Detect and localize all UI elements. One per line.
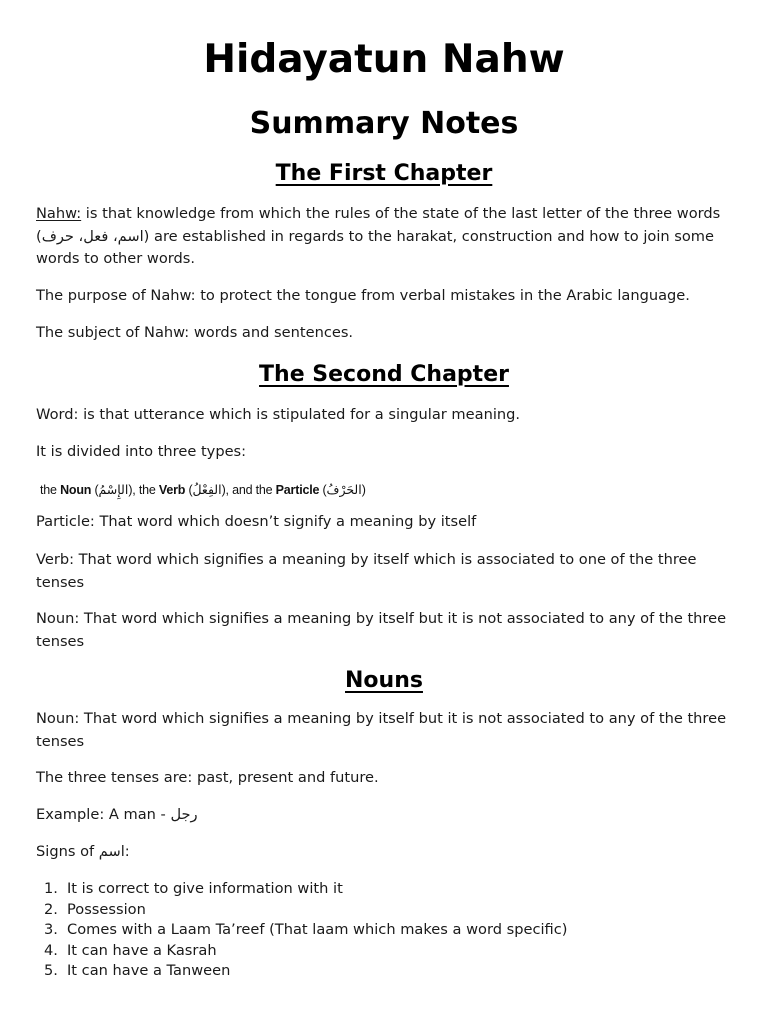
types-sep-2: ), and the <box>221 483 276 497</box>
divided-into-types: It is divided into three types: <box>36 443 247 460</box>
nahw-definition-part2: ) are established in regards to the harakat, construction and how to join some words to other words. <box>36 227 714 267</box>
type-noun-arabic: الإِسْمُ <box>98 482 129 497</box>
sign-text: Comes with a Laam Ta’reef (That laam which makes a word specific) <box>67 921 568 938</box>
nahw-purpose: The purpose of Nahw: to protect the tongue from verbal mistakes in the Arabic language. <box>36 287 690 304</box>
nahw-subject: The subject of Nahw: words and sentences. <box>36 324 354 341</box>
types-open-3: ( <box>319 483 327 497</box>
sign-text: It can have a Tanween <box>67 962 231 979</box>
signs-list <box>36 879 736 982</box>
types-the-1: the <box>40 483 61 497</box>
signs-of-noun-heading <box>36 841 736 864</box>
three-tenses: The three tenses are: past, present and future. <box>36 769 379 786</box>
nahw-term: Nahw: <box>36 205 82 222</box>
noun-definition: Noun: That word which signifies a meaning by itself but it is not associated to any of the three tenses <box>36 610 727 650</box>
document-subtitle: Summary Notes <box>249 106 519 141</box>
noun-example: Example: A man - رجل <box>36 806 198 823</box>
list-item: 3. Comes with a Laam Ta’reef (That laam which makes a word specific) <box>44 921 568 938</box>
type-particle-label: Particle <box>275 483 320 497</box>
sign-text: It can have a Kasrah <box>67 941 217 959</box>
type-verb-arabic: الفِعْلُ <box>192 482 222 497</box>
list-item: 2. Possession <box>44 900 146 918</box>
signs-suffix: : <box>124 843 130 860</box>
sign-text: Possession <box>67 900 146 918</box>
heading-first-chapter <box>0 159 768 189</box>
word-types-line <box>40 480 366 500</box>
heading-nouns-text: Nouns <box>345 668 423 693</box>
type-particle-arabic: الحَرْفُ <box>326 482 362 497</box>
signs-arabic-ism: اسم <box>98 843 125 860</box>
types-sep-1: ), the <box>128 483 159 497</box>
types-open-2: ( <box>185 483 193 497</box>
nahw-definition-part1: is that knowledge from which the rules of the state of the last letter of the three words ( <box>36 205 721 245</box>
heading-second-chapter-text: The Second Chapter <box>259 362 509 387</box>
list-item: 5. It can have a Tanween <box>44 962 231 979</box>
list-item: 4. It can have a Kasrah <box>44 941 217 959</box>
word-definition: Word: is that utterance which is stipulated for a singular meaning. <box>36 406 521 423</box>
nahw-arabic-words: اسم، فعل، حرف <box>41 227 144 245</box>
particle-definition: Particle: That word which doesn’t signify a meaning by itself <box>36 513 477 530</box>
nahw-definition <box>36 203 736 271</box>
type-verb-label: Verb <box>158 483 186 497</box>
signs-prefix: Signs of <box>36 843 99 860</box>
document-title: Hidayatun Nahw <box>203 37 565 82</box>
list-item: 1. It is correct to give information with it <box>44 880 343 897</box>
sign-text: It is correct to give information with it <box>67 880 343 897</box>
verb-definition: Verb: That word which signifies a meaning by itself which is associated to one of the three tenses <box>36 551 697 591</box>
heading-second-chapter <box>0 360 768 390</box>
heading-nouns <box>0 666 768 696</box>
types-open-1: ( <box>91 483 99 497</box>
heading-first-chapter-text: The First Chapter <box>275 161 493 186</box>
nouns-noun-definition: Noun: That word which signifies a meaning by itself but it is not associated to any of the three tenses <box>36 710 727 750</box>
types-close-3: ) <box>361 483 366 497</box>
type-noun-label: Noun <box>60 483 92 497</box>
